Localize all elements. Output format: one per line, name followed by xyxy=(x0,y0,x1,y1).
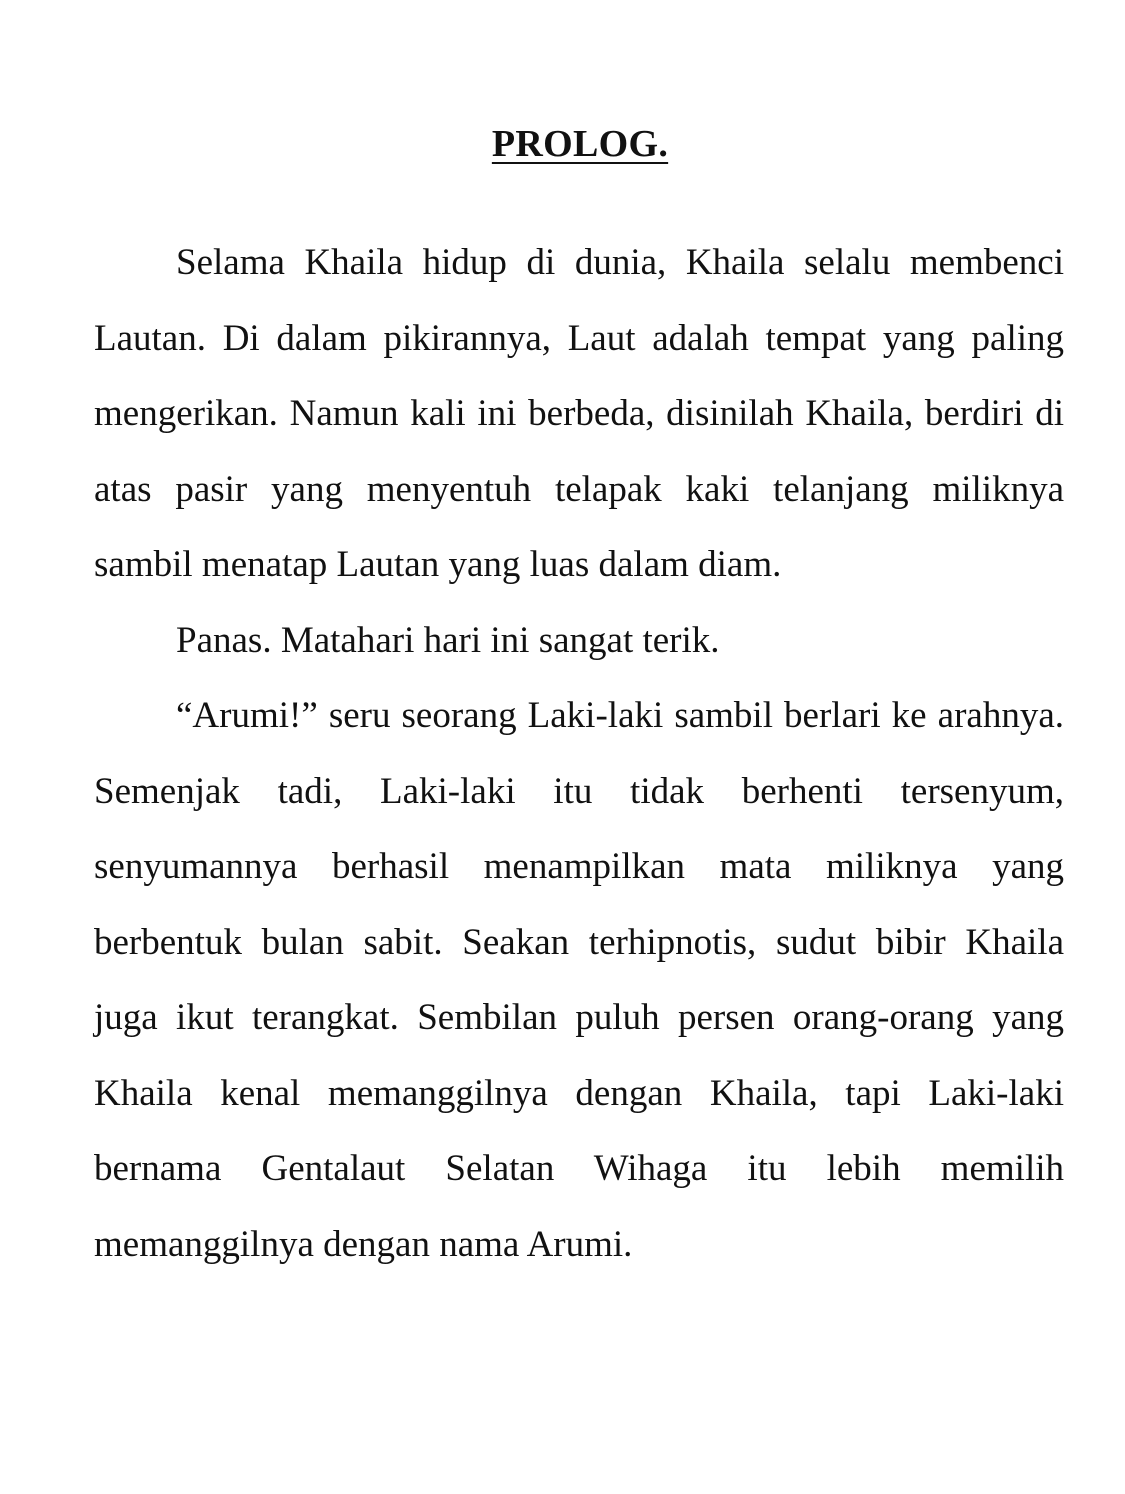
paragraph-3: “Arumi!” seru seorang Laki-laki sambil berlari ke arahnya. Semenjak tadi, Laki-laki itu tidak berhenti tersenyum, senyumannya berhasil menampilkan mata miliknya yang berbentuk bulan sabit. Seakan terhipnotis, sudut bibir Khaila juga ikut terangkat. Sembilan puluh persen orang-orang yang Khaila kenal memanggilnya dengan Khaila, tapi Laki-laki bernama Gentalaut Selatan Wihaga itu lebih memilih memanggilnya dengan nama Arumi. xyxy=(94,695,1064,1265)
paragraph-1: Selama Khaila hidup di dunia, Khaila selalu membenci Lautan. Di dalam pikirannya, Laut adalah tempat yang paling mengerikan. Namun kali ini berbeda, disinilah Khaila, berdiri di atas pasir yang menyentuh telapak kaki telanjang miliknya sambil menatap Lautan yang luas dalam diam. xyxy=(94,242,1064,585)
page-title: PROLOG. xyxy=(491,123,669,165)
document-body xyxy=(94,225,1064,1282)
paragraph-2: Panas. Matahari hari ini sangat terik. xyxy=(176,619,720,661)
